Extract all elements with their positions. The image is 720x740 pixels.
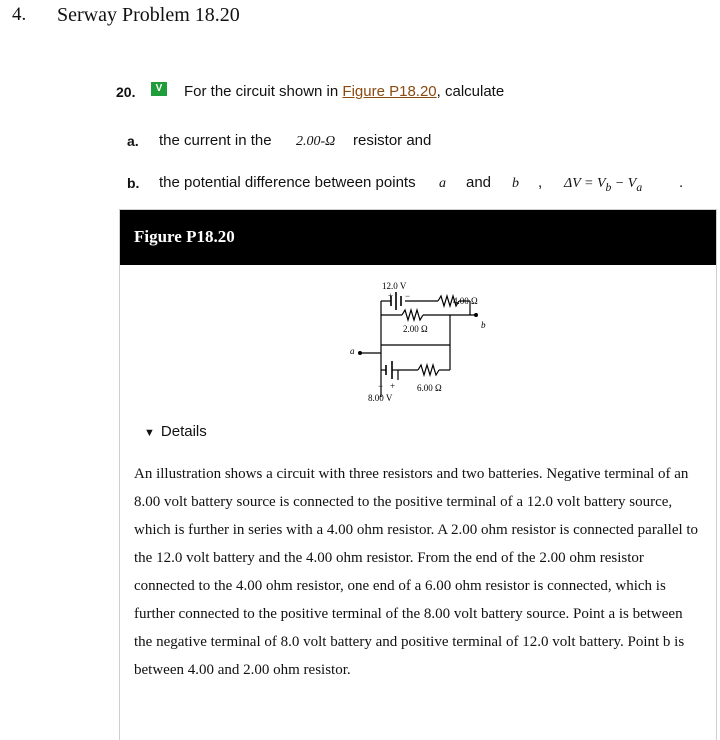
part-a-label: a.: [127, 133, 139, 149]
part-a-text: the current in the: [159, 132, 272, 149]
part-b-text: the potential difference between points: [159, 174, 416, 191]
intro-text-end: , calculate: [436, 83, 505, 100]
point-a-ref: a: [439, 176, 446, 191]
figure-link[interactable]: Figure P18.20: [342, 83, 437, 100]
question-number: 4.: [12, 4, 27, 25]
figure-header: [120, 210, 716, 265]
part-b-label: b.: [127, 175, 140, 191]
question-title: Serway Problem 18.20: [57, 4, 240, 26]
figure-title: Figure P18.20: [134, 227, 235, 246]
part-b-period: .: [679, 174, 684, 191]
part-b-comma: ,: [538, 174, 543, 191]
part-a-math: 2.00-Ω: [296, 134, 336, 149]
battery-bottom-plus: +: [390, 381, 396, 391]
part-a-text-end: resistor and: [353, 132, 432, 149]
circuit-diagram: [120, 265, 716, 465]
problem-intro: [184, 83, 504, 100]
intro-text: For the circuit shown in: [184, 83, 343, 100]
minus-v: − V: [611, 176, 637, 191]
caret-down-icon: ▼: [144, 427, 155, 439]
point-b-ref: b: [512, 176, 519, 191]
battery-bottom-label: 8.00 V: [368, 393, 393, 403]
part-b-and: and: [466, 174, 492, 191]
point-b-label: b: [481, 320, 486, 330]
video-badge-icon[interactable]: V: [151, 82, 167, 96]
figure-description: An illustration shows a circuit with three resistors and two batteries. Negative terminal of an 8.00 volt battery source is connected to the positive terminal of a 12.0 volt battery source, which is further in series with a 4.00 ohm resistor. A 2.00 ohm resistor is connected parallel to the 12.0 volt battery and the 4.00 ohm resistor. From the end of the 2.00 ohm resistor connected to the 4.00 ohm resistor, one end of a 6.00 ohm resistor is connected, which is further connected to the positive terminal of the 8.00 volt battery source. Point a is between the negative terminal of 8.0 volt battery and positive terminal of 12.0 volt battery. Point b is between 4.00 and 2.00 ohm resistor.: [134, 466, 699, 678]
point-a-label: a: [350, 346, 355, 356]
sub-a: a: [636, 180, 643, 194]
battery-top-label: 12.0 V: [382, 281, 407, 291]
resistor-6-label: 6.00 Ω: [417, 383, 442, 393]
figure-panel: [119, 209, 717, 740]
resistor-2-label: 2.00 Ω: [403, 324, 428, 334]
battery-top-minus: −: [405, 291, 411, 301]
point-b-node: [474, 313, 478, 317]
part-b-math: [564, 176, 642, 194]
battery-top-plus: +: [388, 291, 394, 301]
details-label: Details: [160, 423, 207, 440]
problem-number: 20.: [116, 84, 136, 100]
delta-v: ΔV = V: [564, 176, 606, 191]
details-toggle[interactable]: [144, 423, 207, 440]
sub-b: b: [605, 180, 612, 194]
battery-bottom-minus: −: [378, 381, 384, 391]
resistor-4-label: 4.00 Ω: [453, 296, 478, 306]
point-a-node: [358, 351, 362, 355]
